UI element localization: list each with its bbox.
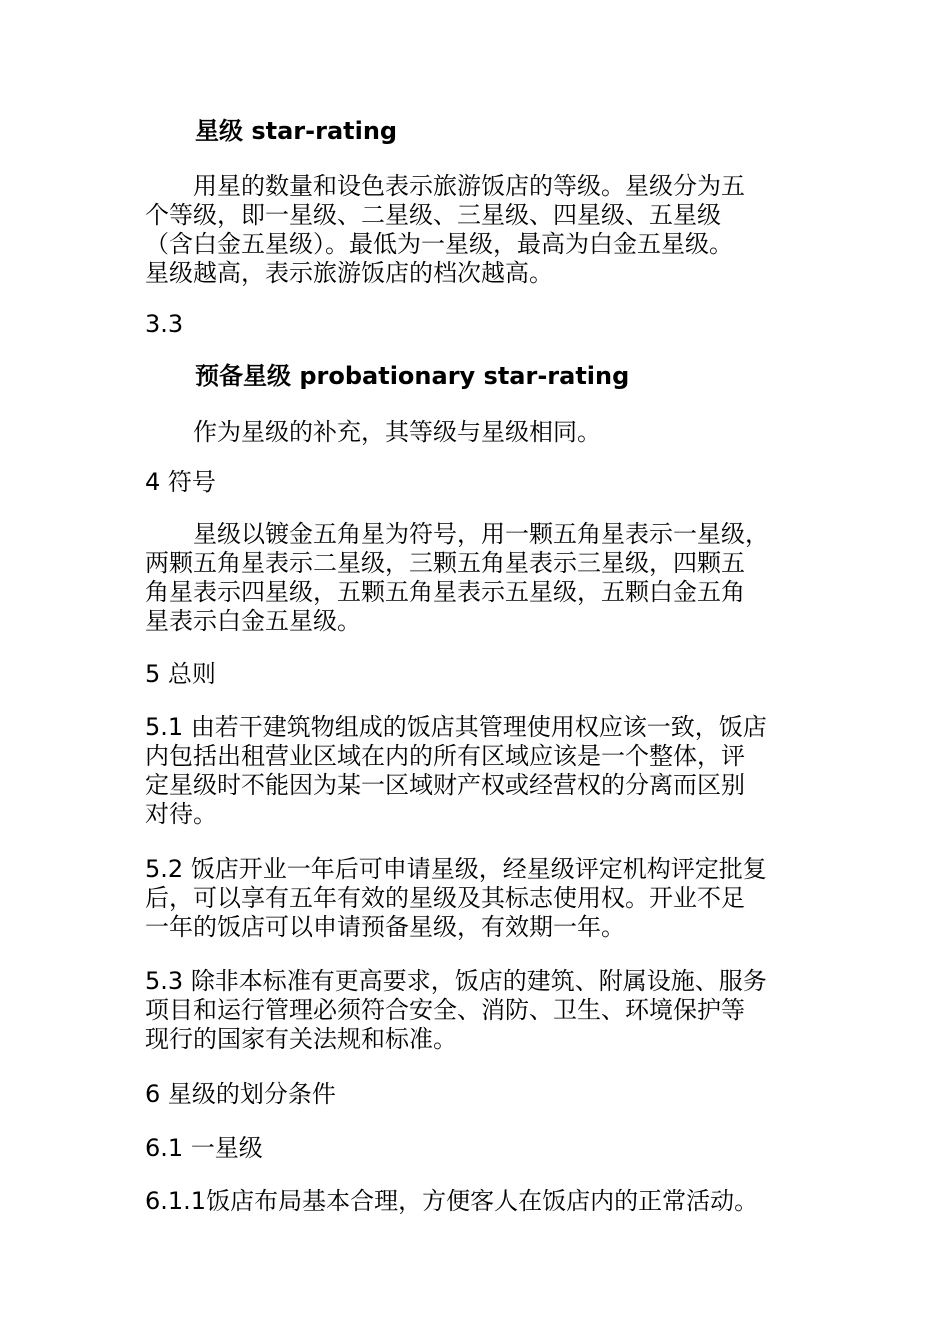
clause-number: 5.3 [145, 967, 184, 995]
section-heading-6 [145, 1080, 815, 1109]
clause-5-1 [145, 713, 815, 829]
paragraph-line: 两颗五角星表示二星级，三颗五角星表示三星级，四颗五 [145, 549, 745, 577]
paragraph-line: 用星的数量和设色表示旅游饭店的等级。星级分为五 [145, 172, 745, 200]
clause-number: 5.2 [145, 855, 184, 883]
section-title: 总则 [167, 660, 216, 688]
paragraph-line: 一年的饭店可以申请预备星级，有效期一年。 [145, 913, 625, 941]
paragraph-line: 定星级时不能因为某一区域财产权或经营权的分离而区别 [145, 771, 745, 799]
paragraph-line: 内包括出租营业区域在内的所有区域应该是一个整体，评 [145, 742, 745, 770]
paragraph-line: 项目和运行管理必须符合安全、消防、卫生、环境保护等 [145, 996, 745, 1024]
clause-5-2 [145, 855, 815, 942]
term-heading-star-rating: 星级 star-rating [195, 117, 398, 145]
section-title: 符号 [167, 468, 216, 496]
subsection-heading-6-1 [145, 1134, 815, 1163]
section-number: 6 [145, 1080, 161, 1108]
paragraph-line: 由若干建筑物组成的饭店其管理使用权应该一致，饭店 [190, 713, 767, 741]
paragraph-line: （含白金五星级）。最低为一星级，最高为白金五星级。 [145, 230, 733, 258]
definition-probationary [145, 418, 815, 447]
section-title: 星级的划分条件 [167, 1080, 336, 1108]
clause-text: 饭店布局基本合理，方便客人在饭店内的正常活动。 [206, 1187, 759, 1215]
section-number: 6.1 [145, 1134, 184, 1162]
section-heading-4 [145, 468, 815, 497]
clause-number-3-3: 3.3 [145, 310, 184, 338]
clause-number: 6.1.1 [145, 1187, 207, 1215]
paragraph-line: 星级以镀金五角星为符号，用一颗五角星表示一星级， [145, 520, 769, 548]
paragraph-line: 对待。 [145, 800, 217, 828]
paragraph-line: 个等级，即一星级、二星级、三星级、四星级、五星级 [145, 201, 721, 229]
paragraph-line: 饭店开业一年后可申请星级，经星级评定机构评定批复 [190, 855, 767, 883]
paragraph-line: 后，可以享有五年有效的星级及其标志使用权。开业不足 [145, 884, 745, 912]
clause-5-3 [145, 967, 815, 1054]
paragraph-line: 现行的国家有关法规和标准。 [145, 1025, 457, 1053]
term-heading-probationary: 预备星级 probationary star-rating [195, 362, 630, 390]
definition-star-rating [145, 172, 815, 288]
paragraph-line: 角星表示四星级，五颗五角星表示五星级，五颗白金五角 [145, 578, 745, 606]
paragraph-line: 除非本标准有更高要求，饭店的建筑、附属设施、服务 [190, 967, 767, 995]
section-heading-5 [145, 660, 815, 689]
section-title: 一星级 [190, 1134, 263, 1162]
section-number: 4 [145, 468, 161, 496]
paragraph-line: 星级越高，表示旅游饭店的档次越高。 [145, 259, 553, 287]
clause-6-1-1 [145, 1187, 815, 1216]
paragraph-line: 星表示白金五星级。 [145, 607, 361, 635]
paragraph-symbol [145, 520, 815, 636]
section-number: 5 [145, 660, 161, 688]
paragraph-line: 作为星级的补充，其等级与星级相同。 [145, 418, 601, 446]
clause-number: 5.1 [145, 713, 184, 741]
